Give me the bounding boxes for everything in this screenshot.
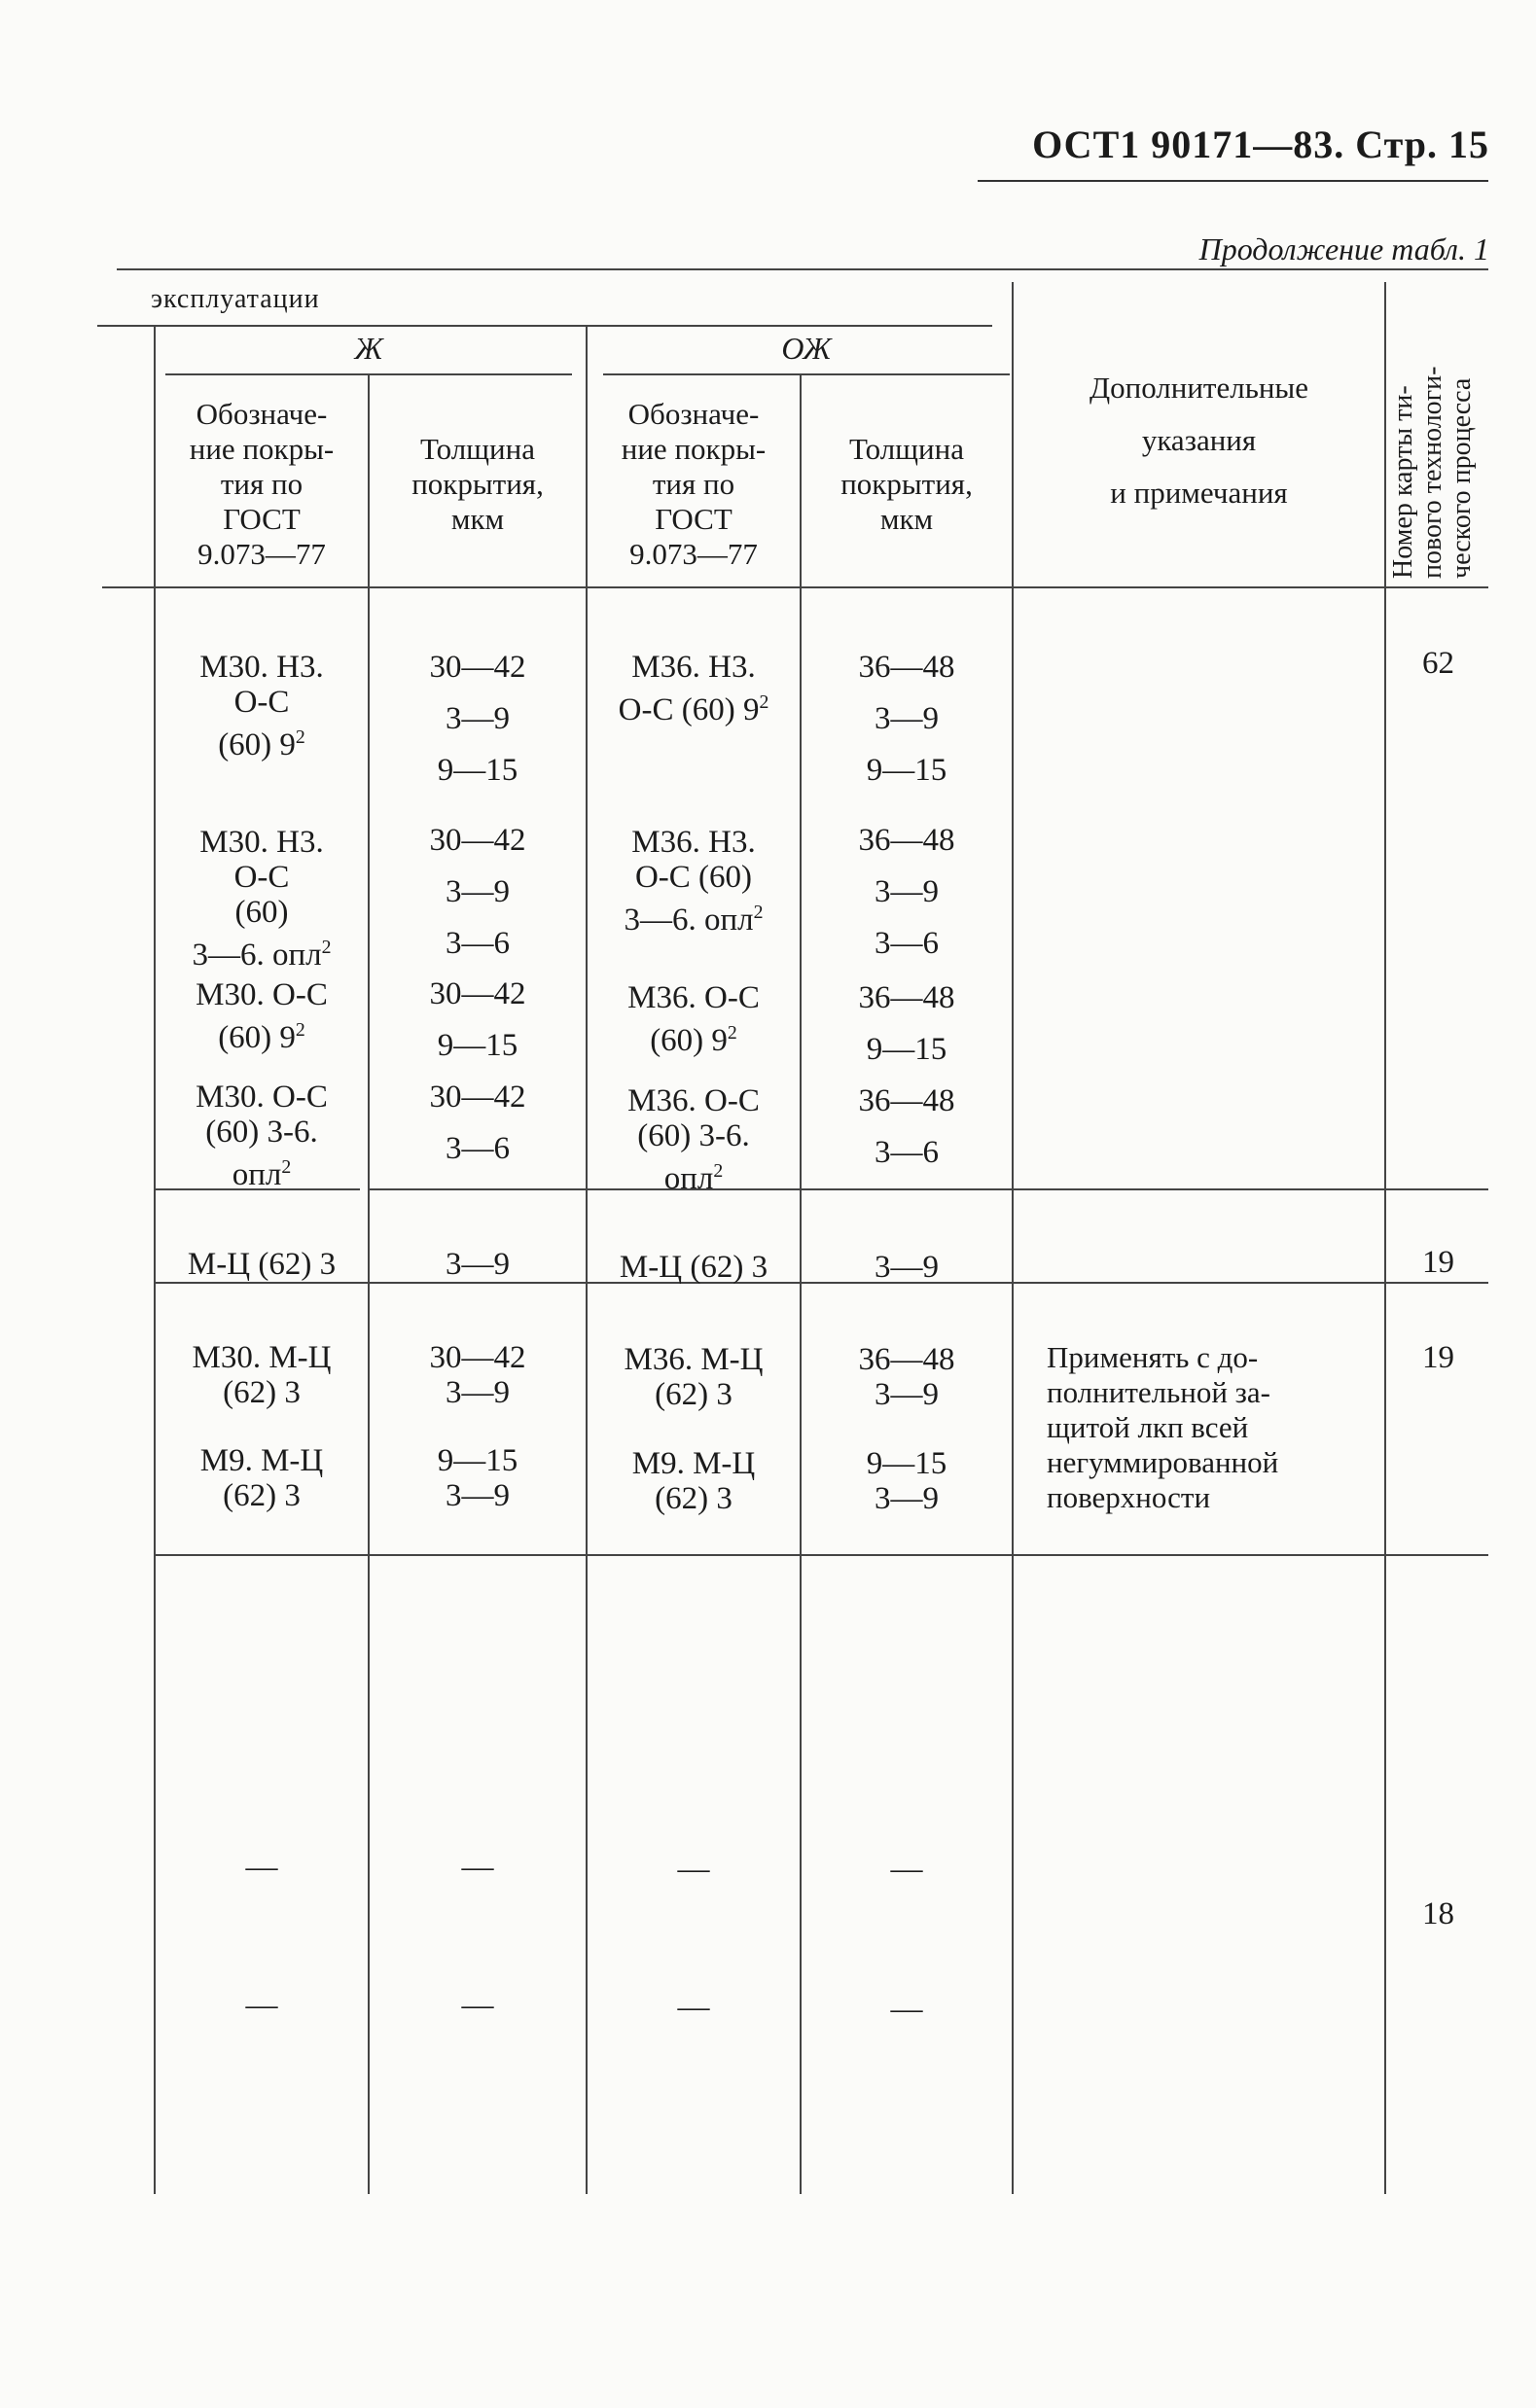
ozh-thickness-cell: 3—9: [875, 1250, 939, 1285]
ozh-thickness-cell: 36—48 3—6: [858, 1083, 955, 1170]
table-top-rule: [117, 268, 1488, 270]
ozh-designation-cell: М9. М-Ц (62) 3: [631, 1446, 756, 1516]
table-continuation-label: Продолжение табл. 1: [1198, 231, 1489, 266]
zh-thickness-header: Толщина покрытия, мкм: [411, 432, 544, 536]
card-number-cell: 62: [1422, 646, 1454, 681]
group-zh-header: Ж: [354, 331, 383, 366]
ozh-thickness-cell: 36—48 3—9 3—6: [858, 823, 955, 961]
exploitation-header: эксплуатации: [151, 284, 320, 314]
row-rule: [156, 1554, 1488, 1556]
zh-designation-cell: М30. О-С (60) 3-6. опл$^2$: [196, 1080, 328, 1192]
ozh-thickness-cell: 9—15 3—9: [866, 1446, 947, 1516]
ozh-designation-cell: М36. О-С (60) 3-6. опл$^2$: [627, 1083, 760, 1196]
ozh-thickness-header: Толщина покрытия, мкм: [840, 432, 973, 536]
note-cell: Применять с до- полнительной за- щитой лкп всей негуммированной поверхности: [1047, 1340, 1279, 1514]
ozh-thickness-cell: 36—48 9—15: [858, 980, 955, 1067]
card-number-cell: 19: [1422, 1340, 1454, 1375]
zh-designation-cell: —: [245, 1850, 278, 1885]
ozh-designation-cell: —: [677, 1990, 710, 2025]
ozh-designation-header: Обозначе- ние покры- тия по ГОСТ 9.073—77: [621, 397, 767, 571]
notes-header: Дополнительные указания и примечания: [1089, 371, 1309, 510]
col-divider: [1012, 282, 1014, 2194]
ozh-designation-cell: —: [677, 1852, 710, 1887]
ozh-thickness-cell: —: [890, 1992, 923, 2027]
zh-thickness-cell: 30—42 3—9 3—6: [429, 823, 526, 961]
zh-thickness-cell: 30—42 9—15: [429, 976, 526, 1063]
ozh-thickness-cell: 36—48 3—9 9—15: [858, 650, 955, 788]
zh-designation-cell: М9. М-Ц (62) 3: [199, 1443, 324, 1513]
header-rule: [978, 180, 1488, 182]
zh-designation-cell: М30. М-Ц (62) 3: [192, 1340, 332, 1410]
card-number-cell: 18: [1422, 1896, 1454, 1931]
ozh-designation-cell: М36. М-Ц (62) 3: [624, 1342, 764, 1412]
col-divider: [800, 375, 802, 2194]
ozh-designation-cell: М36. О-С (60) $9^2$: [627, 980, 760, 1058]
ozh-designation-cell: М36. Н3. О-С (60) 3—6. опл$^2$: [624, 825, 764, 938]
zh-designation-cell: М-Ц (62) 3: [187, 1247, 337, 1282]
zh-thickness-cell: —: [461, 1850, 494, 1885]
ozh-thickness-cell: —: [890, 1852, 923, 1887]
zh-designation-cell: М30. Н3. О-С (60) 3—6. опл$^2$: [192, 825, 332, 973]
row-rule: [370, 1188, 1488, 1190]
zh-thickness-cell: 30—42 3—9 9—15: [429, 650, 526, 788]
ozh-designation-cell: М-Ц (62) 3: [619, 1250, 768, 1285]
col-divider: [154, 327, 156, 2194]
ozh-thickness-cell: 36—48 3—9: [858, 1342, 955, 1412]
col-divider: [1384, 282, 1386, 2194]
card-number-header: Номер карты ти- пового технологи- ческого процесса: [1388, 366, 1477, 579]
zh-designation-cell: М30. Н3. О-С (60) $9^2$: [199, 650, 324, 762]
zh-thickness-cell: 9—15 3—9: [437, 1443, 518, 1513]
col-divider: [368, 375, 370, 2194]
zh-designation-cell: —: [245, 1988, 278, 2023]
zh-thickness-cell: 3—9: [446, 1247, 510, 1282]
exploitation-rule: [97, 325, 992, 327]
zh-thickness-cell: 30—42 3—6: [429, 1080, 526, 1166]
zh-thickness-cell: —: [461, 1988, 494, 2023]
header-bottom-rule: [102, 586, 1488, 588]
card-number-cell: 19: [1422, 1245, 1454, 1280]
page-header: ОСТ1 90171—83. Стр. 15: [1032, 123, 1489, 166]
ozh-rule: [603, 373, 1010, 375]
zh-designation-header: Обозначе- ние покры- тия по ГОСТ 9.073—77: [189, 397, 335, 571]
group-ozh-header: ОЖ: [781, 331, 832, 366]
zh-designation-cell: М30. О-С (60) $9^2$: [196, 977, 328, 1055]
col-divider: [586, 327, 588, 2194]
ozh-designation-cell: М36. Н3. О-С (60) $9^2$: [618, 650, 769, 727]
zh-thickness-cell: 30—42 3—9: [429, 1340, 526, 1410]
